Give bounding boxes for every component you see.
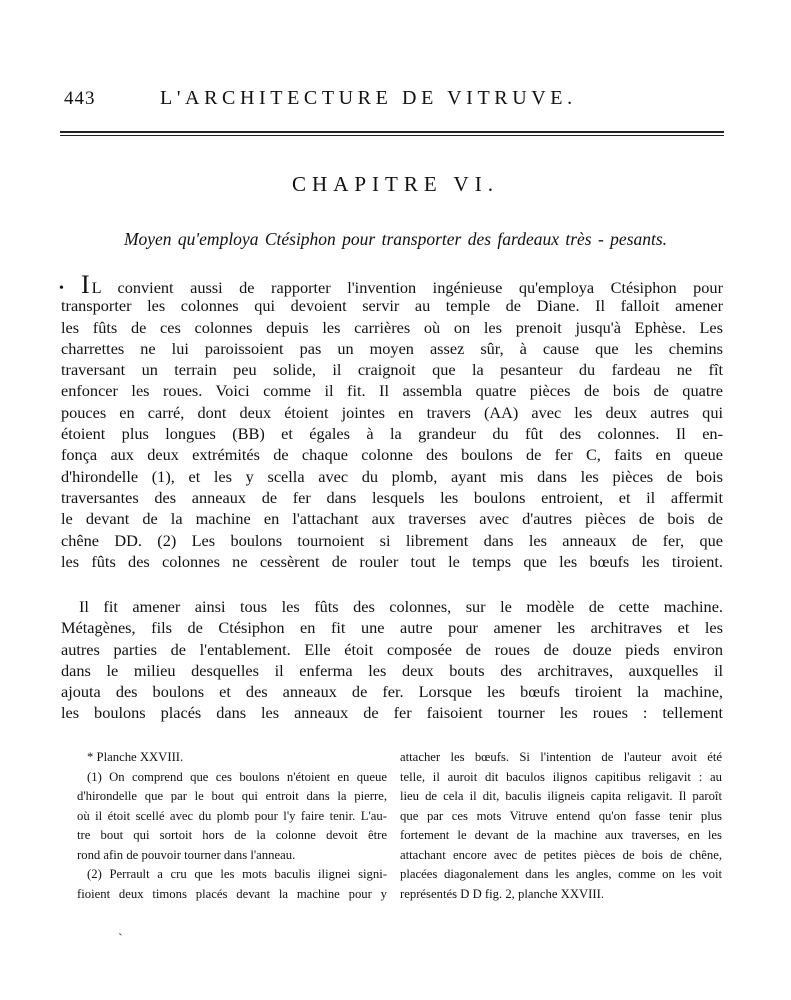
paragraph-1-line: transporter les colonnes qui devoient servir au temple de Diane. Il falloit amener <box>61 296 723 316</box>
drop-cap: I <box>81 270 90 299</box>
plate-reference-marker: • <box>59 281 64 296</box>
footnote-line: telle, il auroit dit baculos ilignos capitibus religavit : au <box>400 769 722 784</box>
header-rule <box>60 131 724 133</box>
running-title: L'ARCHITECTURE DE VITRUVE. <box>160 87 577 109</box>
paragraph-1-line: pouces en carré, dont deux étoient jointes en travers (AA) avec les deux autres qui <box>61 402 723 422</box>
footnote-plate-reference: * Planche XXVIII. <box>87 750 184 764</box>
paragraph-2-line: ajouta des boulons et des anneaux de fer. Lorsque les bœufs tiroient la machine, <box>61 682 723 702</box>
footnote-line: d'hirondelle que par le bout qui entroit dans la pierre, <box>77 789 387 803</box>
paragraph-1 <box>59 270 723 572</box>
paragraph-2-line: autres parties de l'entablement. Elle étoit composée de roues de douze pieds environ <box>61 639 723 659</box>
footnote-line: rond afin de pouvoir tourner dans l'anneau. <box>77 847 296 862</box>
footnote-line: (2) Perrault a cru que les mots baculis ilignei signi- <box>87 867 387 881</box>
chapter-subtitle: Moyen qu'employa Ctésiphon pour transporter des fardeaux très - pesants. <box>123 229 668 249</box>
footnote-line: attachant encore avec de petites pièces de bois de chêne, <box>400 847 722 862</box>
footnote-line: que par ces mots Vitruve entend qu'on fasse tenir plus <box>400 808 722 823</box>
paragraph-1-first-text: L convient aussi de rapporter l'invention ingénieuse qu'employa Ctésiphon pour <box>91 278 723 297</box>
paragraph-1-line: enfoncer les roues. Voici comme il fit. Il assembla quatre pièces de bois de quatre <box>61 381 723 401</box>
footnote-line: fioient deux timons placés devant la machine pour y <box>77 886 387 901</box>
paragraph-2-line: Métagènes, fils de Ctésiphon en fit une autre pour amener les architraves et les <box>61 618 723 638</box>
paragraph-2 <box>61 596 723 724</box>
page-number: 443 <box>64 88 96 109</box>
footnote-line: attacher les bœufs. Si l'intention de l'auteur avoit été <box>400 750 722 764</box>
header-rule-thin <box>60 135 724 136</box>
footnote-line: représentés D D fig. 2, planche XXVIII. <box>400 886 604 901</box>
paragraph-1-line: d'hirondelle (1), et les y scella avec du plomb, ayant mis dans les pièces de bois <box>61 466 723 486</box>
footnote-line: où il étoit scellé avec du plomb pour l'y faire tenir. L'au- <box>77 808 387 823</box>
paragraph-1-line: les fûts des colonnes ne cessèrent de rouler tout le temps que les bœufs les tiroient. <box>61 551 723 571</box>
stray-print-mark: ` <box>118 932 123 947</box>
chapter-title: CHAPITRE VI. <box>292 172 499 196</box>
footnotes-left-column <box>77 748 387 904</box>
paragraph-1-line: le devant de la machine en l'attachant aux traverses avec d'autres pièces de bois de <box>61 509 723 529</box>
footnote-line: (1) On comprend que ces boulons n'étoient en queue <box>87 769 387 784</box>
paragraph-1-line: traversant un terrain peu solide, il craignoit que la pesanteur du fardeau ne fît <box>61 360 723 380</box>
paragraph-1-line: les fûts de ces colonnes depuis les carrières où on les prenoit jusqu'à Ephèse. Les <box>61 317 723 337</box>
footnote-line: placées diagonalement dans les angles, comme on les voit <box>400 867 722 881</box>
paragraph-2-line: les boulons placés dans les anneaux de fer faisoient tourner les roues : tellement <box>61 703 723 723</box>
paragraph-1-line: fonça aux deux extrémités de chaque colonne des boulons de fer C, faits en queue <box>61 445 723 465</box>
footnote-line: tre bout qui sortoit hors de la colonne devoit être <box>77 828 387 842</box>
footnote-line: fortement le devant de la machine aux traverses, en les <box>400 828 722 842</box>
paragraph-1-line: traversantes des anneaux de fer dans lesquels les boulons entroient, et il affermit <box>61 487 723 507</box>
paragraph-2-line: dans le milieu desquelles il enferma les deux bouts des architraves, auxquelles il <box>61 660 723 680</box>
paragraph-1-line: chêne DD. (2) Les boulons tournoient si librement dans les anneaux de fer, que <box>61 530 723 550</box>
paragraph-1-line-0 <box>59 270 723 299</box>
footnotes-right-column <box>400 748 722 904</box>
paragraph-1-line: étoient plus longues (BB) et égales à la grandeur du fût des colonnes. Il en- <box>61 424 723 444</box>
paragraph-2-line: Il fit amener ainsi tous les fûts des colonnes, sur le modèle de cette machine. <box>79 597 723 616</box>
paragraph-1-line: charrettes ne lui paroissoient pas un moyen assez sûr, à cause que les chemins <box>61 338 723 358</box>
footnote-line: lieu de cela il dit, baculis iligneis capita religavit. Il paroît <box>400 789 722 803</box>
